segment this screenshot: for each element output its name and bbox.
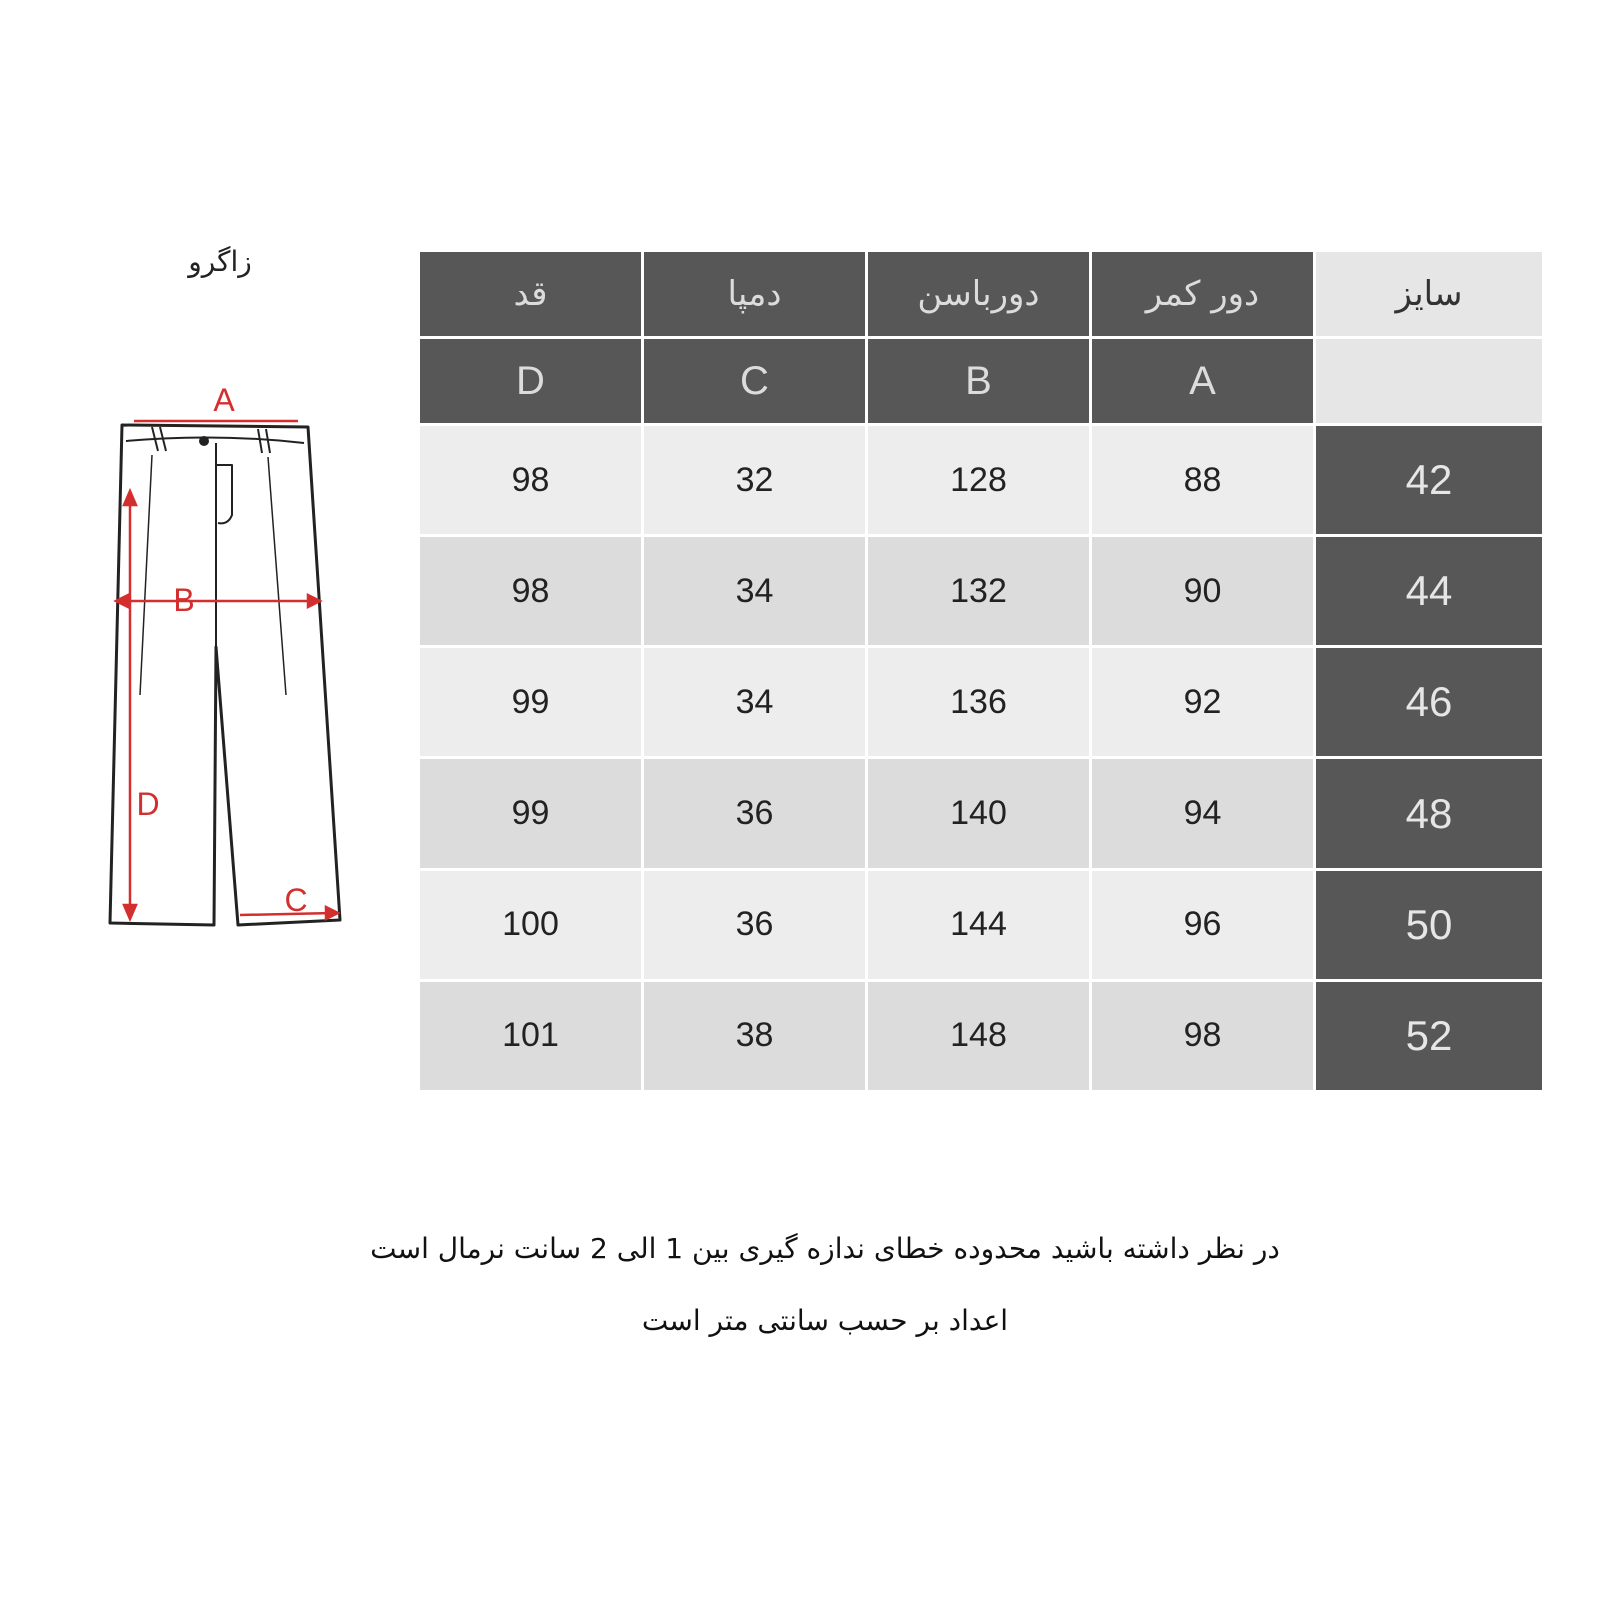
arrowhead-d-bottom — [124, 905, 136, 919]
label-a: A — [213, 385, 235, 418]
cell-hem: 34 — [643, 647, 867, 758]
cell-hip: 140 — [867, 758, 1091, 869]
measurement-tolerance-note: در نظر داشته باشید محدوده خطای ندازه گیری بین 1 الی 2 سانت نرمال است — [370, 1232, 1280, 1265]
header-letter-c: C — [643, 338, 867, 425]
cell-length: 98 — [419, 425, 643, 536]
cell-hem: 36 — [643, 869, 867, 980]
waistband — [126, 437, 304, 443]
cell-length: 101 — [419, 980, 643, 1091]
cell-waist: 98 — [1091, 980, 1315, 1091]
header-hem: دمپا — [643, 251, 867, 338]
cell-hem: 34 — [643, 536, 867, 647]
waist-button — [199, 436, 209, 446]
pants-diagram — [100, 385, 380, 955]
table-row — [419, 536, 1544, 647]
cell-hip: 148 — [867, 980, 1091, 1091]
cell-size: 52 — [1315, 980, 1544, 1091]
arrowhead-c-right — [326, 907, 338, 919]
header-hip: دورباسن — [867, 251, 1091, 338]
cell-waist: 88 — [1091, 425, 1315, 536]
cell-hip: 132 — [867, 536, 1091, 647]
cell-length: 100 — [419, 869, 643, 980]
cell-waist: 90 — [1091, 536, 1315, 647]
cell-length: 98 — [419, 536, 643, 647]
units-note: اعداد بر حسب سانتی متر است — [641, 1304, 1009, 1337]
cell-size: 50 — [1315, 869, 1544, 980]
brand-label: زاگرو — [188, 245, 252, 278]
cell-size: 48 — [1315, 758, 1544, 869]
cell-size: 46 — [1315, 647, 1544, 758]
size-table — [417, 249, 1545, 1093]
header-letter-b: B — [867, 338, 1091, 425]
cell-waist: 92 — [1091, 647, 1315, 758]
cell-waist: 96 — [1091, 869, 1315, 980]
cell-hip: 136 — [867, 647, 1091, 758]
header-waist: دور کمر — [1091, 251, 1315, 338]
cell-size: 42 — [1315, 425, 1544, 536]
label-c: C — [284, 882, 308, 918]
header-letter-empty — [1315, 338, 1544, 425]
table-row — [419, 869, 1544, 980]
header-length: قد — [419, 251, 643, 338]
cell-length: 99 — [419, 647, 643, 758]
header-letter-a: A — [1091, 338, 1315, 425]
pleat-left — [140, 455, 152, 695]
pleat-right — [268, 457, 286, 695]
fly-curve — [216, 465, 232, 523]
cell-hip: 144 — [867, 869, 1091, 980]
label-b: B — [173, 582, 195, 618]
header-size: سایز — [1315, 251, 1544, 338]
arrowhead-d-top — [124, 491, 136, 505]
table-row — [419, 980, 1544, 1091]
belt-loop-right — [258, 429, 270, 453]
header-letters-row — [419, 338, 1544, 425]
table-row — [419, 758, 1544, 869]
table-row — [419, 647, 1544, 758]
cell-length: 99 — [419, 758, 643, 869]
cell-hem: 32 — [643, 425, 867, 536]
pants-outline — [110, 425, 340, 925]
table-row — [419, 425, 1544, 536]
label-d: D — [136, 786, 160, 822]
cell-hem: 36 — [643, 758, 867, 869]
header-letter-d: D — [419, 338, 643, 425]
cell-hem: 38 — [643, 980, 867, 1091]
cell-hip: 128 — [867, 425, 1091, 536]
cell-waist: 94 — [1091, 758, 1315, 869]
cell-size: 44 — [1315, 536, 1544, 647]
header-names-row — [419, 251, 1544, 338]
